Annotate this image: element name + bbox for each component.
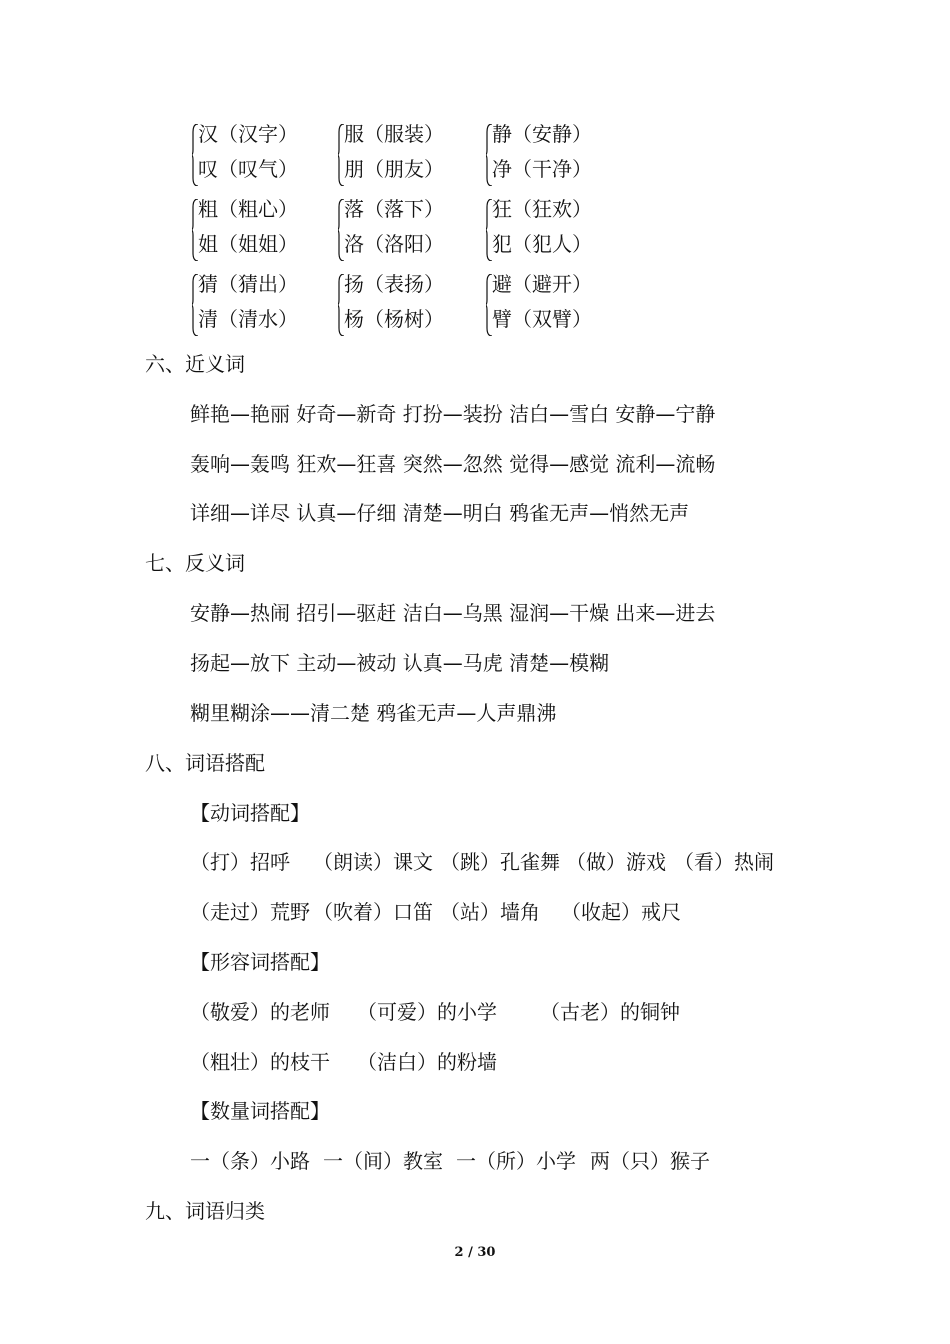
char-word: 洛（洛阳） [344,232,444,256]
subheading-quantifier-collocation: 【数量词搭配】 [190,1099,330,1123]
section-heading-collocation: 八、词语搭配 [145,751,265,775]
collocation-item: （粗壮）的枝干 [190,1050,330,1074]
subheading-verb-collocation: 【动词搭配】 [190,801,310,825]
char-group [338,120,488,190]
char-group [192,270,342,340]
synonym-line: 详细—详尽 认真—仔细 清楚—明白 鸦雀无声—悄然无声 [190,501,690,525]
char-group [192,120,342,190]
char-word: 服（服装） [344,122,444,146]
collocation-item: 一（条）小路 [190,1149,310,1173]
char-group [486,120,636,190]
synonym-line: 鲜艳—艳丽 好奇—新奇 打扮—装扮 洁白—雪白 安静—宁静 [190,402,716,426]
section-heading-classification: 九、词语归类 [145,1199,265,1223]
char-group [192,195,342,265]
char-word: 避（避开） [492,272,592,296]
page-number: 2 / 30 [454,1245,496,1260]
char-group [486,270,636,340]
collocation-item: （收起）戒尺 [561,900,681,924]
collocation-item: 一（所）小学 [456,1149,576,1173]
synonym-line: 轰响—轰鸣 狂欢—狂喜 突然—忽然 觉得—感觉 流利—流畅 [190,452,716,476]
char-word: 姐（姐姐） [198,232,298,256]
collocation-item: （可爱）的小学 [357,1000,497,1024]
collocation-item: 一（间）教室 [323,1149,443,1173]
collocation-item: （看）热闹 [674,850,774,874]
char-word: 粗（粗心） [198,197,298,221]
char-word: 扬（表扬） [344,272,444,296]
collocation-item: （打）招呼 [190,850,290,874]
collocation-item: （古老）的铜钟 [540,1000,680,1024]
section-heading-synonyms: 六、近义词 [145,352,245,376]
collocation-item: （站）墙角 [440,900,540,924]
char-group [338,195,488,265]
char-group [486,195,636,265]
section-heading-antonyms: 七、反义词 [145,551,245,575]
char-word: 净（干净） [492,157,592,181]
collocation-item: 两（只）猴子 [590,1149,710,1173]
collocation-item: （吹着）口笛 [313,900,433,924]
char-word: 清（清水） [198,307,298,331]
char-word: 杨（杨树） [344,307,444,331]
collocation-item: （走过）荒野 [190,900,310,924]
subheading-adjective-collocation: 【形容词搭配】 [190,950,330,974]
char-word: 汉（汉字） [198,122,298,146]
char-group [338,270,488,340]
collocation-item: （洁白）的粉墙 [357,1050,497,1074]
antonym-line: 糊里糊涂——清二楚 鸦雀无声—人声鼎沸 [190,701,557,725]
char-word: 静（安静） [492,122,592,146]
char-word: 臂（双臂） [492,307,592,331]
char-word: 落（落下） [344,197,444,221]
collocation-item: （敬爱）的老师 [190,1000,330,1024]
char-word: 叹（叹气） [198,157,298,181]
char-word: 猜（猜出） [198,272,298,296]
char-word: 犯（犯人） [492,232,592,256]
collocation-item: （朗读）课文 [313,850,433,874]
collocation-item: （跳）孔雀舞 [440,850,560,874]
char-word: 狂（狂欢） [492,197,592,221]
char-word: 朋（朋友） [344,157,444,181]
antonym-line: 安静—热闹 招引—驱赶 洁白—乌黑 湿润—干燥 出来—进去 [190,601,716,625]
collocation-item: （做）游戏 [566,850,666,874]
antonym-line: 扬起—放下 主动—被动 认真—马虎 清楚—模糊 [190,651,610,675]
